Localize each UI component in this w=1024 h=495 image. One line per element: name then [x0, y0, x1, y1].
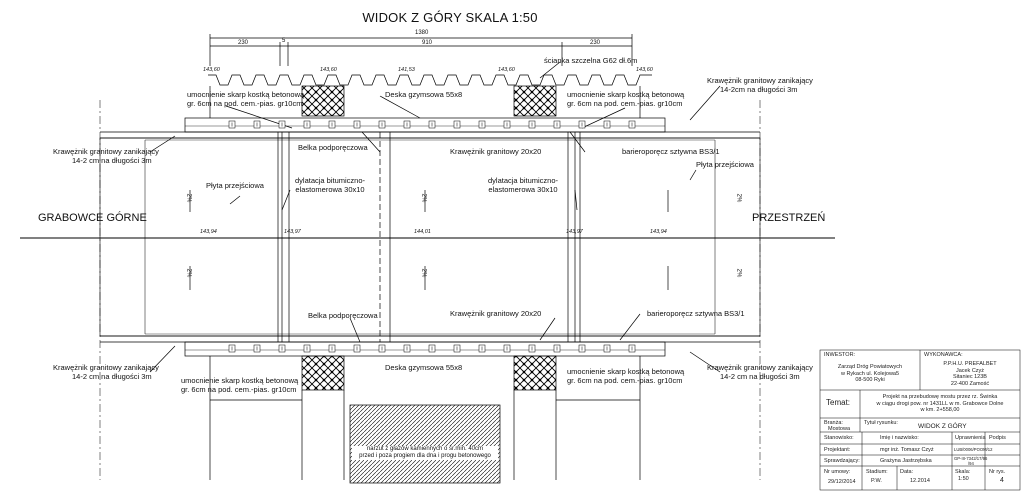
tb-designer-role: Projektant: [824, 447, 851, 453]
label-curb-vanishing-bottom-right-2: 14-2 cm na długości 3m [720, 372, 800, 381]
tb-scale-heading: Skala: [955, 469, 971, 475]
tb-date: 12.2014 [910, 478, 930, 484]
riverbed-riprap [350, 405, 500, 483]
tb-contractor [922, 361, 1018, 387]
label-riprap-bottom-right-2: gr. 6cm na pod. cem.-pias. gr10cm [567, 376, 683, 385]
slope-5: 2% [735, 193, 742, 203]
elevation-top-3: 141,53 [398, 67, 415, 73]
label-sheet-pile: ścianka szczelna G62 dł.6m [544, 56, 638, 65]
elevation-axis-2: 143,97 [284, 229, 301, 235]
slope-2: 2% [185, 268, 192, 278]
place-left: GRABOWCE GÓRNE [38, 212, 147, 224]
bridge-deck [100, 138, 760, 336]
label-joint-left-line-2: elastomerowa 30x10 [295, 185, 365, 194]
label-railing-beam-bottom: Belka podporęczowa [308, 311, 378, 320]
tb-col-sign: Podpis [989, 435, 1006, 441]
label-riprap-top-left-2: gr. 6cm na pod. cem.-pias. gr10cm [187, 99, 303, 108]
tb-investor [822, 364, 918, 384]
dim-total: 1380 [415, 30, 429, 36]
label-riverbed [352, 446, 498, 460]
dim-right: 230 [590, 40, 601, 46]
label-joint-right-line-1: dylatacja bitumiczno- [487, 176, 559, 185]
elevation-top-4: 143,60 [498, 67, 515, 73]
tb-sheet: 4 [1000, 477, 1004, 484]
label-curb-vanishing-top-right-1: Krawężnik granitowy zanikający [707, 76, 813, 85]
label-riprap-bottom-left-2: gr. 6cm na pod. cem.-pias. gr10cm [181, 385, 297, 394]
elevation-top-5: 143,60 [636, 67, 653, 73]
tb-contractor-heading: WYKONAWCA: [924, 352, 963, 358]
tb-contractor-line-3: Sitaniec 123B [953, 374, 987, 380]
tb-checker-role: Sprawdzający: [824, 458, 860, 464]
label-transition-slab-right: Płyta przejściowa [696, 160, 754, 169]
label-plank-bottom: Deska gzymsowa 55x8 [385, 363, 463, 372]
tb-contractor-line-4: 22-400 Zamość [950, 380, 990, 387]
elevation-axis-5: 143,94 [650, 229, 667, 235]
drawing-title: WIDOK Z GÓRY SKALA 1:50 [362, 10, 538, 25]
tb-industry-heading: Branża: [824, 420, 843, 426]
label-barrier-bottom: barieroporęcz sztywna BS3/1 [647, 309, 745, 318]
label-curb-vanishing-top-left-2: 14-2 cm na długości 3m [72, 156, 152, 165]
label-riverbed-line-2: przed i poza progiem dla dna i progu betonowego [359, 453, 491, 459]
label-joint-left-line-1: dylatacja bitumiczno- [294, 176, 366, 185]
tb-col-name: Imię i nazwisko: [880, 435, 919, 441]
tb-checker-perm [954, 456, 987, 466]
elevation-axis-3: 144,01 [414, 229, 431, 235]
slope-4: 2% [420, 268, 427, 278]
label-granite-curb-top: Krawężnik granitowy 20x20 [450, 147, 542, 156]
tb-date-heading: Data: [900, 469, 914, 475]
tb-contractor-line-2: Jacek Czyż [955, 367, 985, 374]
place-right: PRZESTRZEŃ [752, 212, 826, 224]
tb-contract-heading: Nr umowy: [824, 469, 851, 475]
tb-checker-name: Grażyna Jastrzębska [880, 458, 932, 464]
label-joint-right [483, 176, 563, 194]
dim-left: 230 [238, 40, 249, 46]
tb-subject-line-1: Projekt na przebudowę mostu przez rz. Świnka [882, 394, 998, 400]
sheet-pile-wall [208, 75, 652, 85]
tb-investor-heading: INWESTOR: [824, 352, 856, 358]
tb-industry: Mostowa [828, 426, 851, 432]
elevation-axis-4: 143,97 [566, 229, 583, 235]
tb-stage: P.W. [871, 478, 882, 484]
tb-scale: 1:50 [958, 476, 969, 482]
slope-6: 2% [735, 268, 742, 278]
dim-gap: 5 [282, 38, 286, 44]
tb-contractor-line-1: P.P.H.U. PREFALBET [943, 361, 997, 367]
tb-sheet-heading: Nr rys. [989, 469, 1006, 475]
label-riprap-top-right-1: umocnienie skarp kostką betonową [567, 90, 685, 99]
elevation-top-2: 143,60 [320, 67, 337, 73]
elevation-axis-1: 143,94 [200, 229, 217, 235]
tb-subject [862, 394, 1018, 414]
tb-drawing-heading: Tytuł rysunku: [864, 420, 898, 426]
label-curb-vanishing-top-right-2: 14-2cm na długości 3m [720, 85, 798, 94]
label-riprap-bottom-right-1: umocnienie skarp kostką betonową [567, 367, 685, 376]
label-barrier-top: barieroporęcz sztywna BS3/1 [622, 147, 720, 156]
tb-investor-line-2: w Rykach ul. Kolejowa5 [840, 370, 900, 377]
tb-checker-perm-line-2: /94 [968, 461, 974, 466]
tb-contract: 29/12/2014 [828, 479, 856, 485]
label-joint-right-line-2: elastomerowa 30x10 [488, 185, 558, 194]
tb-col-perm: Uprawnienia [955, 435, 986, 441]
tb-designer-perm: LUB/0006/POOM/12 [954, 447, 993, 452]
elevation-top-1: 143,60 [203, 67, 220, 73]
label-railing-beam-top: Belka podporęczowa [298, 143, 368, 152]
label-riprap-top-right-2: gr. 6cm na pod. cem.-pias. gr10cm [567, 99, 683, 108]
label-riverbed-line-1: narzut z głazów kamiennych o śr.min. 40cm [366, 446, 484, 452]
tb-subject-line-2: w ciągu drogi pow. nr 1431LL w m. Grabowce Dolne [876, 400, 1004, 407]
slope-1: 2% [185, 193, 192, 203]
label-curb-vanishing-top-left-1: Krawężnik granitowy zanikający [53, 147, 159, 156]
tb-col-role: Stanowisko: [824, 435, 854, 441]
label-curb-vanishing-bottom-left-1: Krawężnik granitowy zanikający [53, 363, 159, 372]
label-granite-curb-bottom: Krawężnik granitowy 20x20 [450, 309, 542, 318]
dim-middle: 910 [422, 40, 433, 46]
tb-designer-name: mgr inż. Tomasz Czyż [880, 447, 934, 453]
tb-investor-line-3: 08-500 Ryki [855, 377, 885, 383]
label-curb-vanishing-bottom-left-2: 14-2 cm na długości 3m [72, 372, 152, 381]
label-joint-left [290, 176, 370, 194]
label-curb-vanishing-bottom-right-1: Krawężnik granitowy zanikający [707, 363, 813, 372]
label-riprap-bottom-left-1: umocnienie skarp kostką betonową [181, 376, 299, 385]
tb-subject-heading: Temat: [826, 398, 851, 407]
tb-drawing-title: WIDOK Z GÓRY [918, 423, 967, 430]
tb-investor-line-1: Zarząd Dróg Powiatowych [837, 364, 903, 370]
tb-subject-line-3: w km. 2+558,00 [920, 407, 960, 413]
tb-stage-heading: Stadium: [866, 469, 888, 475]
label-transition-slab-left: Płyta przejściowa [206, 181, 264, 190]
post-row-bottom [229, 345, 635, 352]
label-riprap-top-left-1: umocnienie skarp kostką betonową [187, 90, 305, 99]
slope-3: 2% [420, 193, 427, 203]
label-plank-top: Deska gzymsowa 55x8 [385, 90, 463, 99]
tb-checker-perm-line-1: GP-III-7342/17/96 [954, 456, 988, 461]
